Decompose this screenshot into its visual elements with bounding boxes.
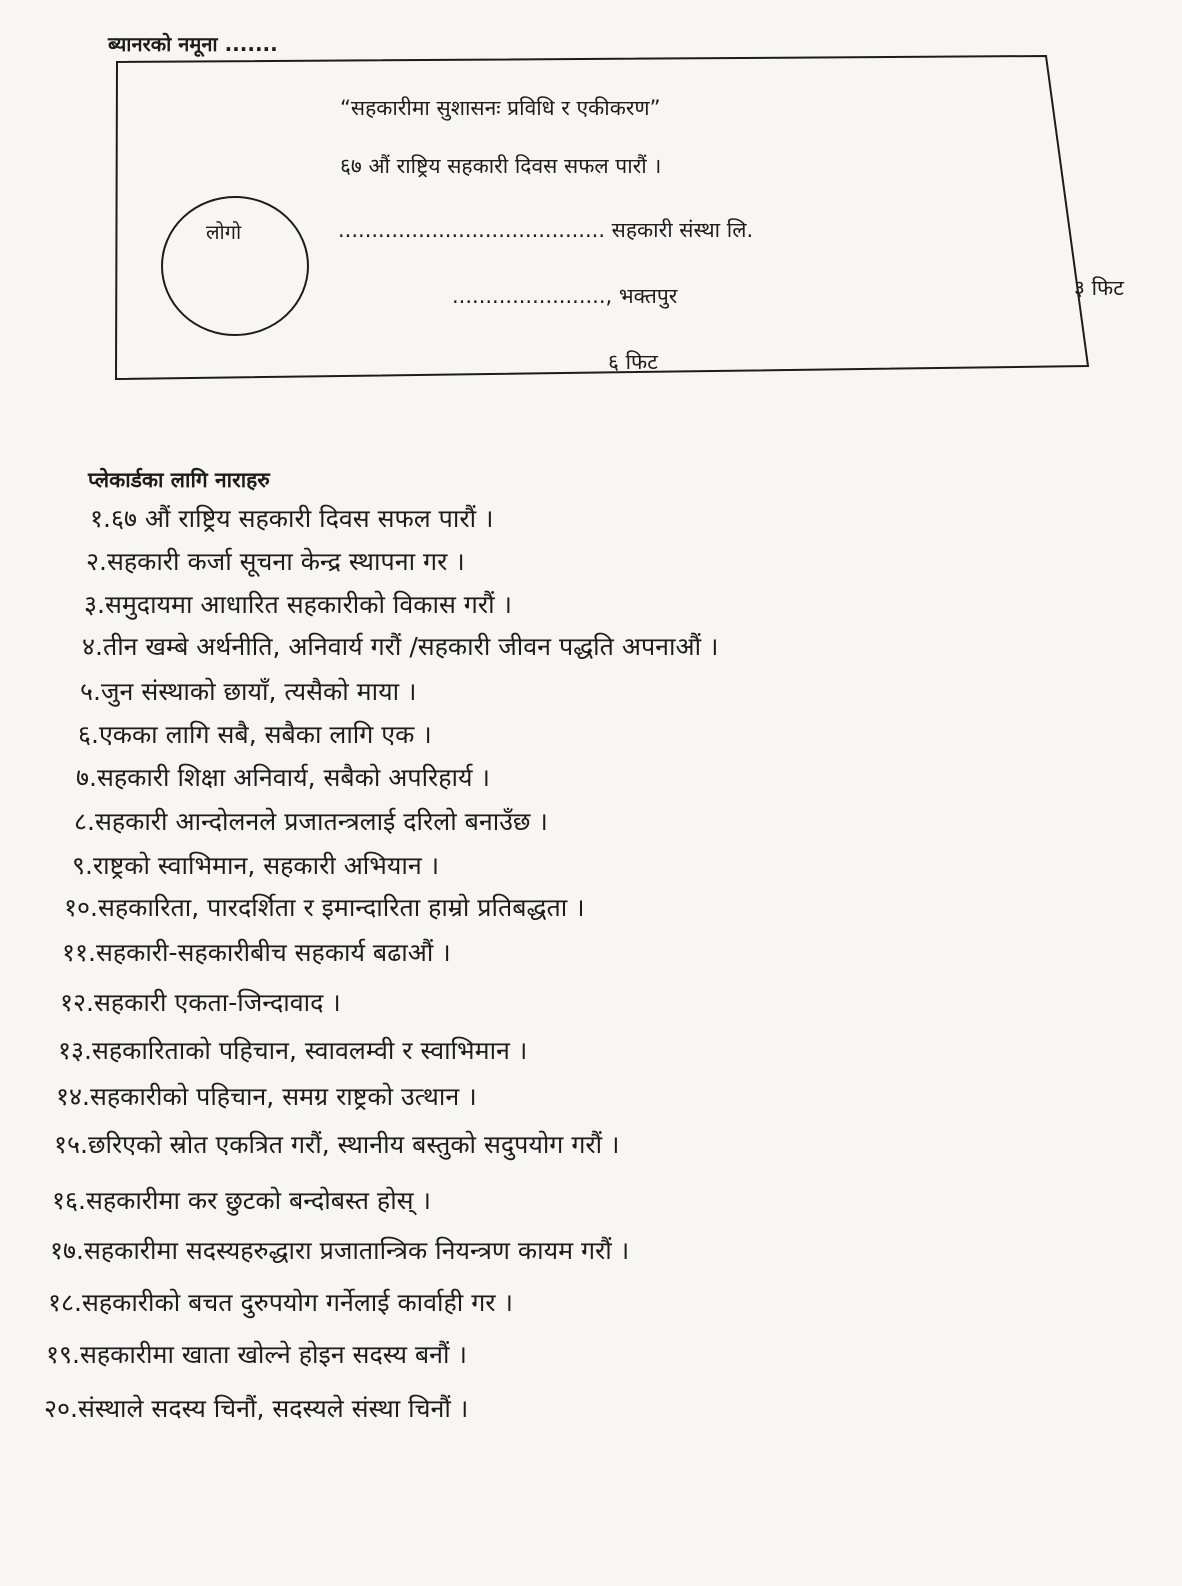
slogan-item: ३.समुदायमा आधारित सहकारीको विकास गरौं । xyxy=(84,590,512,619)
slogan-item: २.सहकारी कर्जा सूचना केन्द्र स्थापना गर । xyxy=(86,547,465,576)
slogan-item: ९.राष्ट्रको स्वाभिमान, सहकारी अभियान । xyxy=(72,851,440,880)
slogan-item: १८.सहकारीको बचत दुरुपयोग गर्नेलाई कार्वाही गर । xyxy=(48,1288,513,1317)
banner-day-line: ६७ औं राष्ट्रिय सहकारी दिवस सफल पारौं । xyxy=(340,154,662,178)
slogan-item: १५.छरिएको स्रोत एकत्रित गरौं, स्थानीय बस्तुको सदुपयोग गरौं । xyxy=(54,1130,620,1159)
slogan-item: ८.सहकारी आन्दोलनले प्रजातन्त्रलाई दरिलो बनाउँछ । xyxy=(74,807,548,836)
banner-width-label: ६ फिट xyxy=(608,350,658,374)
slogan-item: ५.जुन संस्थाको छायाँ, त्यसैको माया । xyxy=(80,677,417,706)
slogan-item: १६.सहकारीमा कर छुटको बन्दोबस्त होस् । xyxy=(52,1186,432,1215)
banner-sample-heading: ब्यानरको नमूना ....... xyxy=(108,32,278,56)
logo-label: लोगो xyxy=(206,220,242,244)
slogan-item: ६.एकका लागि सबै, सबैका लागि एक । xyxy=(78,720,432,749)
banner-place-line: ......................., भक्तपुर xyxy=(452,284,678,308)
banner-org-line: ........................................ सहकारी संस्था लि. xyxy=(338,218,754,242)
banner-frame xyxy=(0,0,1182,400)
slogan-item: ११.सहकारी-सहकारीबीच सहकार्य बढाऔं । xyxy=(62,938,451,967)
banner-theme: “सहकारीमा सुशासनः प्रविधि र एकीकरण” xyxy=(340,96,661,120)
slogan-item: १०.सहकारिता, पारदर्शिता र इमान्दारिता हाम्रो प्रतिबद्धता । xyxy=(64,893,585,922)
banner-height-label: ३ फिट xyxy=(1074,276,1124,300)
slogan-item: २०.संस्थाले सदस्य चिनौं, सदस्यले संस्था चिनौं । xyxy=(44,1394,469,1423)
slogan-item: ७.सहकारी शिक्षा अनिवार्य, सबैको अपरिहार्य । xyxy=(76,763,490,792)
slogan-item: ४.तीन खम्बे अर्थनीति, अनिवार्य गरौं /सहकारी जीवन पद्धति अपनाऔं । xyxy=(82,632,719,661)
slogan-item: १९.सहकारीमा खाता खोल्ने होइन सदस्य बनौं । xyxy=(46,1340,467,1369)
slogan-item: १७.सहकारीमा सदस्यहरुद्धारा प्रजातान्त्रिक नियन्त्रण कायम गरौं । xyxy=(50,1236,630,1265)
slogan-item: १.६७ औं राष्ट्रिय सहकारी दिवस सफल पारौं । xyxy=(90,504,494,533)
slogan-item: १४.सहकारीको पहिचान, समग्र राष्ट्रको उत्थान । xyxy=(56,1082,477,1111)
slogans-heading: प्लेकार्डका लागि नाराहरु xyxy=(88,468,270,492)
slogan-item: १२.सहकारी एकता-जिन्दावाद । xyxy=(60,988,341,1017)
slogan-item: १३.सहकारिताको पहिचान, स्वावलम्वी र स्वाभिमान । xyxy=(58,1036,528,1065)
